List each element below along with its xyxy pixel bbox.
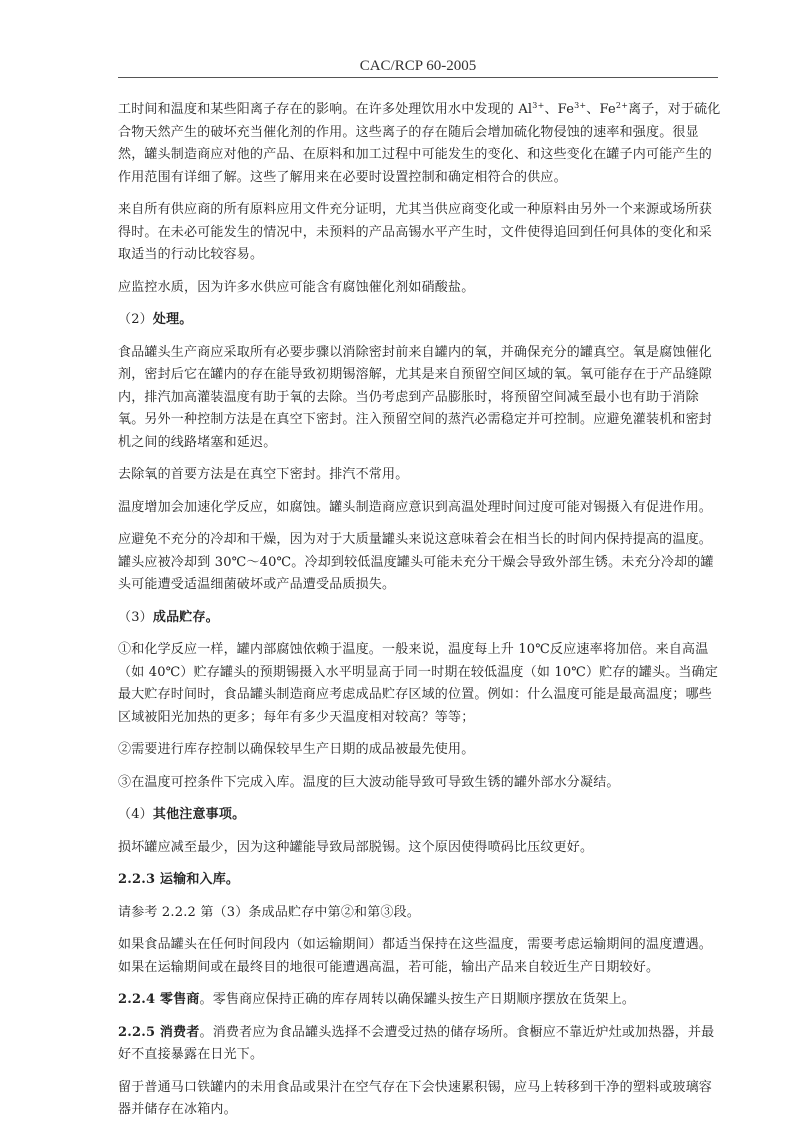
paragraph-damaged-cans: 损坏罐应减至最少，因为这种罐能导致局部脱锡。这个原因使得喷码比压纹更好。 [118, 839, 594, 855]
section-heading-storage: （3）成品贮存。 [118, 609, 219, 625]
paragraph-cooling-drying: 应避免不充分的冷却和干燥，因为对于大质量罐头来说这意味着会在相当长的时间内保持提高的温度。罐头应被冷却到 30℃～40℃。冷却到较低温度罐头可能未充分干燥会导致外部生锈。未充分冷却的罐头可能遭受适温细菌破坏或产品遭受品质损失。 [118, 532, 714, 592]
paragraph-water-quality: 应监控水质，因为许多水供应可能含有腐蚀催化剂如硝酸盐。 [118, 279, 475, 295]
paragraph-stock-control: ②需要进行库存控制以确保较早生产日期的成品被最先使用。 [118, 742, 475, 757]
paragraph-transport-reference: 请参考 2.2.2 第（3）条成品贮存中第②和第③段。 [118, 904, 421, 920]
page-header-standard-code: CAC/RCP 60-2005 [359, 58, 477, 74]
paragraph-oxygen-removal: 食品罐头生产商应采取所有必要步骤以消除密封前来自罐内的氧，并确保充分的罐真空。氧是腐蚀催化剂，密封后它在罐内的存在能导致初期锡溶解，尤其是来自预留空间区域的氧。氧可能存在于产品缝隙内，排汽加高灌装温度有助于氧的去除。当仍考虑到产品膨胀时，将预留空间减至最小也有助于消除氧。另外一种控制方法是在真空下密封。注入预留空间的蒸汽必需稳定并可控制。应避免灌装机和密封机之间的线路堵塞和延迟。 [118, 344, 713, 450]
paragraph-consumer: 2.2.5 消费者。消费者应为食品罐头选择不会遭受过热的储存场所。食橱应不靠近炉灶或加热器，并最好不直接暴露在日光下。 [118, 1024, 715, 1062]
paragraph-warehousing: ③在温度可控条件下完成入库。温度的巨大波动能导致可导致生锈的罐外部水分凝结。 [118, 774, 620, 790]
header-rule [118, 77, 718, 78]
section-heading-processing: （2）处理。 [118, 312, 193, 327]
paragraph-supplier-documentation: 来自所有供应商的所有原料应用文件充分证明，尤其当供应商变化或一种原料由另外一个来源或场所获得时。在未必可能发生的情况中，未预料的产品高锡水平产生时，文件使得追回到任何具体的变化和采取适当的行动比较容易。 [118, 202, 713, 262]
paragraph-temperature-effect: 温度增加会加速化学反应，如腐蚀。罐头制造商应意识到高温处理时间过度可能对锡摄入有促进作用。 [118, 499, 713, 515]
paragraph-storage-temperature: ①和化学反应一样，罐内部腐蚀依赖于温度。一般来说，温度每上升 10℃反应速率将加倍。来自高温（如 40℃）贮存罐头的预期锡摄入水平明显高于同一时期在较低温度（如 10℃）贮存的罐头。当确定最大贮存时间时，食品罐头制造商应考虑成品贮存区域的位置。例如：什么温度可能是最高温度；哪些区域被阳光加热的更多；每年有多少天温度相对较高？等等； [118, 642, 719, 725]
section-heading-transport: 2.2.3 运输和入库。 [118, 872, 240, 887]
paragraph-transport-temperature: 如果食品罐头在任何时间段内（如运输期间）都适当保持在这些温度，需要考虑运输期间的温度遭遇。如果在运输期间或在最终目的地很可能遭遇高温，若可能，输出产品来自较近生产日期较好。 [118, 937, 713, 975]
section-heading-retailer: 2.2.4 零售商 [118, 992, 200, 1007]
section-heading-consumer: 2.2.5 消费者 [118, 1024, 200, 1040]
document-body [118, 99, 722, 1132]
paragraph-metal-ions: 工时间和温度和某些阳离子存在的影响。在许多处理饮用水中发现的 $Al^{3+}$、$Fe^{3+}$、$Fe^{2+}$离子，对于硫化合物天然产生的破坏充当催化剂的作用。这些离子的存在随后会增加硫化物侵蚀的速率和强度。很显然，罐头制造商应对他的产品、在原料和加工过程中可能发生的变化、和这些变化在罐子内可能产生的作用范围有详细了解。这些了解用来在必要时设置控制和确定相符合的供应。 [118, 101, 721, 185]
paragraph-vacuum-sealing: 去除氧的首要方法是在真空下密封。排汽不常用。 [118, 467, 409, 482]
paragraph-retailer: 2.2.4 零售商。零售商应保持正确的库存周转以确保罐头按生产日期顺序摆放在货架上。 [118, 992, 636, 1007]
paragraph-leftover-food: 留于普通马口铁罐内的未用食品或果汁在空气存在下会快速累积锡，应马上转移到干净的塑料或玻璃容器并储存在冰箱内。 [118, 1079, 713, 1117]
section-heading-other: （4）其他注意事项。 [118, 807, 246, 822]
